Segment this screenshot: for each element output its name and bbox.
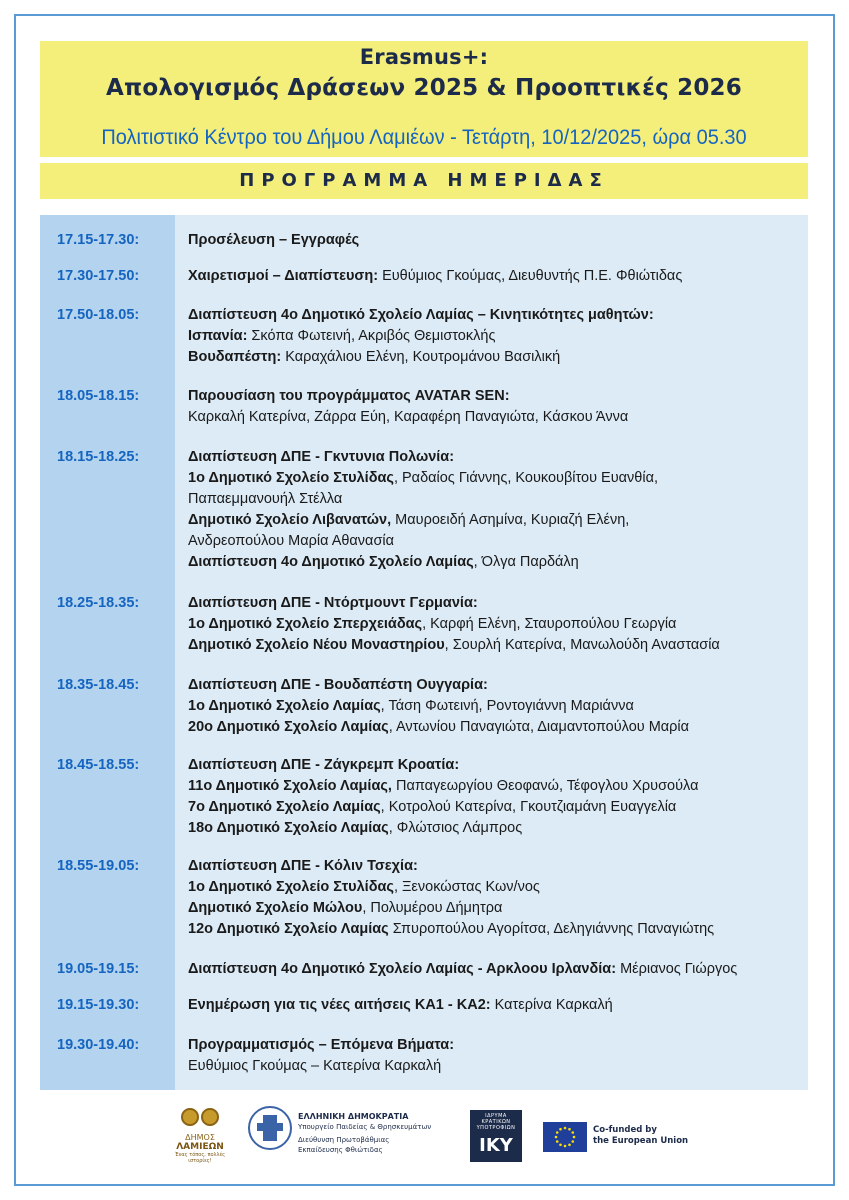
schedule-line [188, 531, 803, 552]
schedule-heading-text: Διαπίστευση ΔΠΕ - Κόλιν Τσεχία: [188, 858, 418, 874]
schedule-heading-text: Διαπίστευση 4ο Δημοτικό Σχολείο Λαμίας – Κινητικότητες μαθητών: [188, 307, 654, 323]
schedule-time: 18.35-18.45: [57, 677, 140, 693]
schedule-line [188, 230, 803, 251]
lamia-logo-line1: ΔΗΜΟΣ [185, 1133, 215, 1142]
schedule-names-text: Ανδρεοπούλου Μαρία Αθανασία [188, 533, 394, 549]
schedule-line [188, 717, 803, 738]
schedule-heading-text: 1ο Δημοτικό Σχολείο Λαμίας [188, 698, 381, 714]
eu-logo-line2: the European Union [593, 1136, 689, 1146]
schedule-line [188, 635, 803, 656]
schedule-names-text: , Πολυμέρου Δήμητρα [362, 900, 503, 916]
schedule-heading-text: Διαπίστευση 4ο Δημοτικό Σχολείο Λαμίας [188, 554, 474, 570]
schedule-details [188, 675, 803, 738]
schedule-line [188, 675, 803, 696]
schedule-heading-text: 18ο Δημοτικό Σχολείο Λαμίας [188, 820, 389, 836]
schedule-line [188, 468, 803, 489]
schedule-line [188, 898, 803, 919]
schedule-row [40, 305, 808, 368]
schedule-line [188, 266, 803, 287]
schedule-names-text: Καραχάλιου Ελένη, Κουτρομάνου Βασιλική [281, 349, 561, 365]
schedule-time: 18.25-18.35: [57, 595, 140, 611]
schedule-line [188, 305, 803, 326]
schedule-time: 18.15-18.25: [57, 449, 140, 465]
schedule-heading-text: Παρουσίαση του προγράμματος AVATAR SEN: [188, 388, 510, 404]
schedule-row [40, 1035, 808, 1077]
schedule-heading-text: Ενημέρωση για τις νέες αιτήσεις ΚΑ1 - ΚΑ2: [188, 997, 491, 1013]
schedule-names-text: Σκόπα Φωτεινή, Ακριβός Θεμιστοκλής [247, 328, 496, 344]
header-banner [40, 41, 808, 157]
schedule-names-text: Καρκαλή Κατερίνα, Ζάρρα Εύη, Καραφέρη Παναγιώτα, Κάσκου Άννα [188, 409, 629, 425]
schedule-names-text: Παπαεμμανουήλ Στέλλα [188, 491, 343, 507]
schedule-names-text: , Κοτρολού Κατερίνα, Γκουτζιαμάνη Ευαγγελία [380, 799, 677, 815]
schedule-line [188, 776, 803, 797]
schedule-details [188, 856, 803, 940]
schedule-heading-text: Διαπίστευση ΔΠΕ - Ντόρτμουντ Γερμανία: [188, 595, 478, 611]
schedule-heading-text: Δημοτικό Σχολείο Νέου Μοναστηρίου [188, 637, 445, 653]
schedule-row [40, 995, 808, 1016]
schedule-heading-text: 1ο Δημοτικό Σχολείο Σπερχειάδας [188, 616, 423, 632]
schedule-names-text: , Όλγα Παρδάλη [473, 554, 579, 570]
program-title: ΠΡΟΓΡΑΜΜΑ ΗΜΕΡΙΔΑΣ [40, 163, 808, 199]
schedule-time: 19.15-19.30: [57, 997, 140, 1013]
eu-star-icon [568, 1128, 571, 1131]
schedule-line [188, 510, 803, 531]
lamia-municipality-logo [170, 1108, 230, 1172]
schedule-row [40, 230, 808, 251]
ministry-line2: Υπουργείο Παιδείας & Θρησκευμάτων [298, 1123, 432, 1131]
header-main-title: Απολογισμός Δράσεων 2025 & Προοπτικές 2026 [106, 75, 742, 101]
eu-star-icon [564, 1127, 567, 1130]
schedule-names-text: Ευθύμιος Γκούμας – Κατερίνα Καρκαλή [188, 1058, 442, 1074]
ministry-line4: Εκπαίδευσης Φθιώτιδας [298, 1146, 383, 1154]
schedule-line [188, 797, 803, 818]
schedule-names-text: , Τάση Φωτεινή, Ροντογιάννη Μαριάννα [380, 698, 634, 714]
schedule-time: 17.15-17.30: [57, 232, 140, 248]
eu-star-icon [556, 1140, 559, 1143]
eu-star-icon [556, 1131, 559, 1134]
schedule-heading-text: Διαπίστευση 4ο Δημοτικό Σχολείο Λαμίας - Αρκλοου Ιρλανδία: [188, 961, 617, 977]
schedule-names-text: Ευθύμιος Γκούμας, Διευθυντής Π.Ε. Φθιώτιδας [378, 268, 683, 284]
schedule-line [188, 347, 803, 368]
iky-logo [470, 1110, 522, 1162]
schedule-time: 19.05-19.15: [57, 961, 140, 977]
iky-logo-top: ΙΔΡΥΜΑ ΚΡΑΤΙΚΩΝ ΥΠΟΤΡΟΦΙΩΝ [476, 1113, 516, 1131]
schedule-names-text: Μέριανος Γιώργος [616, 961, 738, 977]
schedule-line [188, 447, 803, 468]
schedule-heading-text: Προσέλευση – Εγγραφές [188, 232, 360, 248]
ministry-logo [248, 1106, 458, 1162]
schedule-heading-text: 1ο Δημοτικό Σχολείο Στυλίδας [188, 879, 394, 895]
schedule-heading-text: Δημοτικό Σχολείο Λιβανατών, [188, 512, 392, 528]
schedule-line [188, 755, 803, 776]
schedule-details [188, 386, 803, 428]
schedule-details [188, 959, 803, 980]
schedule-line [188, 856, 803, 877]
schedule-heading-text: Ισπανία: [188, 328, 248, 344]
schedule-row [40, 675, 808, 738]
schedule-row [40, 386, 808, 428]
schedule-line [188, 614, 803, 635]
eu-star-icon [559, 1128, 562, 1131]
schedule-line [188, 919, 803, 940]
schedule-names-text: , Φλώτσιος Λάμπρος [388, 820, 523, 836]
eu-star-icon [573, 1136, 576, 1139]
header-venue-date: Πολιτιστικό Κέντρο του Δήμου Λαμιέων - Τετάρτη, 10/12/2025, ώρα 05.30 [101, 125, 747, 149]
schedule-line [188, 877, 803, 898]
lamia-logo-line2: ΛΑΜΙΕΩΝ [176, 1142, 224, 1152]
ministry-line1: ΕΛΛΗΝΙΚΗ ΔΗΜΟΚΡΑΤΙΑ [298, 1112, 409, 1121]
schedule-line [188, 959, 803, 980]
schedule-heading-text: Διαπίστευση ΔΠΕ - Ζάγκρεμπ Κροατία: [188, 757, 460, 773]
schedule-row [40, 593, 808, 656]
schedule-details [188, 266, 803, 287]
schedule-details [188, 755, 803, 839]
schedule-line [188, 1056, 803, 1077]
schedule-heading-text: Δημοτικό Σχολείο Μώλου [188, 900, 363, 916]
coin-icon [181, 1108, 199, 1126]
schedule-heading-text: 11ο Δημοτικό Σχολείο Λαμίας, [188, 778, 392, 794]
schedule-line [188, 552, 803, 573]
greek-emblem-icon [248, 1106, 292, 1150]
eu-star-icon [555, 1136, 558, 1139]
schedule-time: 18.45-18.55: [57, 757, 140, 773]
eu-star-icon [564, 1145, 567, 1148]
eu-star-icon [571, 1131, 574, 1134]
schedule-time: 17.50-18.05: [57, 307, 140, 323]
eu-flag-icon [543, 1122, 587, 1152]
schedule-names-text: Σπυροπούλου Αγορίτσα, Δεληγιάννης Παναγιώτης [388, 921, 715, 937]
eu-star-icon [559, 1143, 562, 1146]
schedule-names-text: , Σουρλή Κατερίνα, Μανωλούδη Αναστασία [444, 637, 720, 653]
schedule-line [188, 407, 803, 428]
eu-cofunded-logo [543, 1122, 703, 1154]
schedule-heading-text: Διαπίστευση ΔΠΕ - Βουδαπέστη Ουγγαρία: [188, 677, 488, 693]
schedule-details [188, 305, 803, 368]
schedule-heading-text: Διαπίστευση ΔΠΕ - Γκντυνια Πολωνία: [188, 449, 455, 465]
schedule-row [40, 856, 808, 940]
iky-logo-mark: IKY [479, 1135, 513, 1156]
schedule-time: 17.30-17.50: [57, 268, 140, 284]
eu-star-icon [568, 1143, 571, 1146]
schedule-details [188, 1035, 803, 1077]
eu-logo-line1: Co-funded by [593, 1125, 657, 1135]
schedule-details [188, 593, 803, 656]
coin-icon [201, 1108, 219, 1126]
schedule-names-text: Παπαγεωργίου Θεοφανώ, Τέφογλου Χρυσούλα [391, 778, 699, 794]
schedule-line [188, 818, 803, 839]
schedule-names-text: , Αντωνίου Παναγιώτα, Διαμαντοπούλου Μαρία [388, 719, 690, 735]
header-erasmus-title: Erasmus+: [359, 45, 489, 69]
eu-star-icon [571, 1140, 574, 1143]
schedule-time: 18.55-19.05: [57, 858, 140, 874]
sponsor-logos [0, 1100, 849, 1180]
schedule-line [188, 386, 803, 407]
lamia-logo-slogan: Ένας τόπος, πολλές ιστορίες! [174, 1152, 226, 1164]
schedule-names-text: , Καρφή Ελένη, Σταυροπούλου Γεωργία [422, 616, 677, 632]
schedule-details [188, 230, 803, 251]
schedule-time: 19.30-19.40: [57, 1037, 140, 1053]
schedule-line [188, 696, 803, 717]
schedule-names-text: , Ραδαίος Γιάννης, Κουκουβίτου Ευανθία, [393, 470, 658, 486]
schedule-heading-text: 1ο Δημοτικό Σχολείο Στυλίδας [188, 470, 394, 486]
schedule-heading-text: Προγραμματισμός – Επόμενα Βήματα: [188, 1037, 455, 1053]
schedule-line [188, 326, 803, 347]
schedule-line [188, 1035, 803, 1056]
schedule-heading-text: 12ο Δημοτικό Σχολείο Λαμίας [188, 921, 389, 937]
schedule-line [188, 489, 803, 510]
schedule-names-text: Μαυροειδή Ασημίνα, Κυριαζή Ελένη, [391, 512, 630, 528]
schedule-row [40, 447, 808, 573]
schedule-names-text: , Ξενοκώστας Κων/νος [393, 879, 540, 895]
schedule-names-text: Κατερίνα Καρκαλή [490, 997, 613, 1013]
ministry-line3: Διεύθυνση Πρωτοβάθμιας [298, 1136, 390, 1144]
schedule-table [40, 215, 808, 1090]
schedule-heading-text: 7ο Δημοτικό Σχολείο Λαμίας [188, 799, 381, 815]
schedule-heading-text: 20ο Δημοτικό Σχολείο Λαμίας [188, 719, 389, 735]
schedule-row [40, 959, 808, 980]
schedule-row [40, 755, 808, 839]
schedule-details [188, 995, 803, 1016]
schedule-row [40, 266, 808, 287]
schedule-line [188, 593, 803, 614]
schedule-line [188, 995, 803, 1016]
schedule-time: 18.05-18.15: [57, 388, 140, 404]
schedule-details [188, 447, 803, 573]
schedule-heading-text: Χαιρετισμοί – Διαπίστευση: [188, 268, 379, 284]
schedule-heading-text: Βουδαπέστη: [188, 349, 282, 365]
